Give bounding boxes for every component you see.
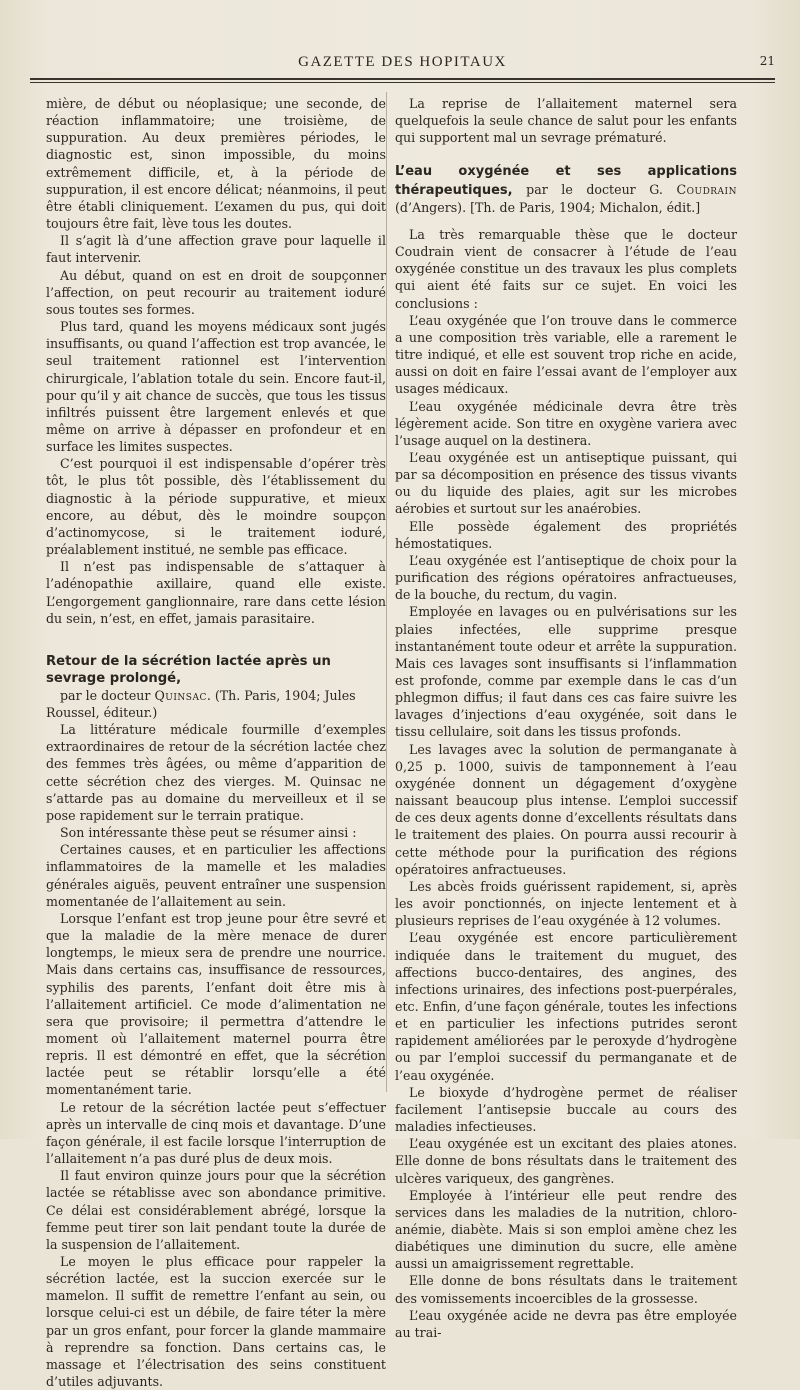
header-rule-thin bbox=[30, 82, 775, 83]
paragraph: Employée en lavages ou en pulvérisations sur les plaies infectées, elle supprime presque instantanément toute odeur et arrête la suppuration. Mais ces lavages sont insuffisants si l’inflammation est profonde, comme par exemple dans le cas d’un phlegmon diffus; il faut dans ces cas faire suivre les lavages d’injections d’eau oxygénée, soit dans le tissu cellulaire, soit dans les tissus profonds. bbox=[395, 604, 737, 740]
paragraph: Il s’agit là d’une affection grave pour laquelle il faut intervenir. bbox=[46, 233, 386, 266]
paragraph: La reprise de l’allaitement maternel sera quelquefois la seule chance de salut pour les enfants qui supportent mal un sevrage prématuré. bbox=[395, 96, 737, 146]
paragraph: Employée à l’intérieur elle peut rendre des services dans les maladies de la nutrition, chloro-anémie, diabète. Mais si son emploi amène chez les diabétiques une diminution du sucre, elle amène aussi un amaigrissement regrettable. bbox=[395, 1187, 737, 1272]
paragraph: La très remarquable thèse que le docteur Coudrain vient de consacrer à l’étude de l’eau oxygénée constitue un des travaux les plus complets qui aient été faits sur ce sujet. En voici les conclusions : bbox=[395, 226, 737, 311]
author-name: Quinsac bbox=[154, 687, 207, 703]
paragraph: mière, de début ou néoplasique; une seconde, de réaction inflammatoire; une troisième, de suppuration. Au deux premières périodes, le diagnostic est, sinon impossible, du moins extrêmement difficile, et, à la période de suppuration, il est encore délicat; néanmoins, il peut être établi cliniquement. L’examen du pus, qui doit toujours être fait, lève tous les doutes. bbox=[46, 96, 386, 232]
section-gap bbox=[395, 216, 737, 226]
section-gap bbox=[46, 627, 386, 643]
page-number: 21 bbox=[759, 54, 775, 68]
paragraph: Elle donne de bons résultats dans le traitement des vomissements incoercibles de la grossesse. bbox=[395, 1273, 737, 1306]
byline-prefix: par le docteur G. bbox=[512, 181, 677, 197]
paragraph: Elle possède également des propriétés hémostatiques. bbox=[395, 518, 737, 551]
paragraph: Lorsque l’enfant est trop jeune pour être sevré et que la maladie de la mère menace de durer longtemps, le mieux sera de prendre une nourrice. Mais dans certains cas, insuffisance de ressources, syphilis des parents, l’enfant doit être mis à l’allaitement artificiel. Ce mode d’alimentation ne sera que provisoire; il permettra d’attendre le moment où l’allaitement maternel pourra être repris. Il est démontré en effet, que la sécrétion lactée peut se rétablir lorsqu’elle a été momentanément tarie. bbox=[46, 910, 386, 1098]
section-gap bbox=[395, 146, 737, 162]
paragraph: Le moyen le plus efficace pour rappeler la sécrétion lactée, est la succion exercée sur le mamelon. Il suffit de remettre l’enfant au sein, ou lorsque celui-ci est un débile, de faire téter la mère par un gros enfant, pour forcer la glande mammaire à reprendre sa fonction. Dans certains cas, le massage et l’électrisation des seins constituent d’utiles adjuvants. bbox=[46, 1254, 386, 1390]
paragraph: L’eau oxygénée est un antiseptique puissant, qui par sa décomposition en présence des tissus vivants ou du liquide des plaies, agit sur les microbes aérobies et surtout sur les anaérobies. bbox=[395, 449, 737, 517]
paragraph: L’eau oxygénée que l’on trouve dans le commerce a une composition très variable, elle a rarement le titre indiqué, et elle est souvent trop riche en acide, aussi on doit en faire l’essai avant de l’employer aux usages médicaux. bbox=[395, 312, 737, 397]
author-name: Coudrain bbox=[676, 181, 737, 197]
paragraph: Les lavages avec la solution de permanganate à 0,25 p. 1000, suivis de tamponnement à l’eau oxygénée donnent un dégagement d’oxygène naissant beaucoup plus intense. L’emploi successif de ces deux agents donne d’excellents résultats dans le traitement des plaies. On pourra aussi recourir à cette méthode pour la purification des régions opératoires anfractueuses. bbox=[395, 741, 737, 877]
article-title-quinsac: Retour de la sécrétion lactée après un sevrage prolongé, bbox=[46, 653, 331, 686]
paragraph: L’eau oxygénée est encore particulièrement indiquée dans le traitement du muguet, des affections bucco-dentaires, des angines, des infections urinaires, des infections post-puerpérales, etc. Enfin, d’une façon générale, toutes les infections et en particulier les infections putrides seront rapidement améliorées par le peroxyde d’hydrogène ou par l’emploi successif du permanganate et de l’eau oxygénée. bbox=[395, 930, 737, 1083]
paragraph: L’eau oxygénée médicinale devra être très légèrement acide. Son titre en oxygène variera avec l’usage auquel on la destinera. bbox=[395, 398, 737, 448]
paragraph: Certaines causes, et en particulier les affections inflammatoires de la mamelle et les maladies générales aiguës, peuvent entraîner une suspension momentanée de l’allaitement au sein. bbox=[46, 842, 386, 909]
paragraph: Le retour de la sécrétion lactée peut s’effectuer après un intervalle de cinq mois et davantage. D’une façon générale, il est facile lorsque l’interruption de l’allaitement n’a pas duré plus de deux mois. bbox=[46, 1099, 386, 1167]
paragraph: L’eau oxygénée acide ne devra pas être employée au trai- bbox=[395, 1307, 737, 1340]
article-title-coudrain: L’eau oxygénée et ses applications thérapeutiques, bbox=[395, 164, 737, 198]
header-rule-thick bbox=[30, 78, 775, 80]
byline-prefix: par le docteur bbox=[60, 687, 155, 703]
publication-title: GAZETTE DES HOPITAUX bbox=[298, 54, 507, 70]
column-divider bbox=[386, 92, 387, 1092]
paragraph: Il faut environ quinze jours pour que la sécrétion lactée se rétablisse avec son abondance primitive. Ce délai est considérablement abrégé, lorsque la femme peut tirer son lait pendant toute la durée de la suspension de l’allaitement. bbox=[46, 1168, 386, 1252]
byline-suffix: . (Th. Paris, 1904; Jules Roussel, éditeur.) bbox=[46, 687, 356, 720]
paragraph: L’eau oxygénée est un excitant des plaies atones. Elle donne de bons résultats dans le traitement des ulcères variqueux, des gangrènes. bbox=[395, 1136, 737, 1186]
paragraph: La littérature médicale fourmille d’exemples extraordinaires de retour de la sécrétion lactée chez des femmes très âgées, ou même d’apparition de cette sécrétion chez des vierges. M. Quinsac ne s’attarde pas au domaine du merveilleux et il se pose rapidement sur le terrain pratique. bbox=[46, 722, 386, 823]
paragraph: Les abcès froids guérissent rapidement, si, après les avoir ponctionnés, on injecte lentement et à plusieurs reprises de l’eau oxygénée à 12 volumes. bbox=[395, 878, 737, 929]
paragraph: Au début, quand on est en droit de soupçonner l’affection, on peut recourir au traitement ioduré sous toutes ses formes. bbox=[46, 267, 386, 317]
byline-suffix: (d’Angers). [Th. de Paris, 1904; Michalon, édit.] bbox=[395, 199, 701, 215]
left-column bbox=[46, 95, 386, 1390]
article-heading-coudrain bbox=[395, 162, 737, 215]
paragraph: C’est pourquoi il est indispensable d’opérer très tôt, le plus tôt possible, dès l’établissement du diagnostic à la période suppurative, et mieux encore, au début, dès le moindre soupçon d’actinomycose, si le traitement ioduré, préalablement institué, ne semble pas efficace. bbox=[46, 456, 386, 558]
page-header bbox=[30, 54, 775, 74]
right-column bbox=[395, 95, 737, 1341]
paragraph: Plus tard, quand les moyens médicaux sont jugés insuffisants, ou quand l’affection est trop avancée, le seul traitement rationnel est l’intervention chirurgicale, l’ablation totale du sein. Encore faut-il, pour qu’il y ait chance de succès, que tous les tissus infiltrés puissent être largement enlevés et que même on arrive à dépasser en profondeur et en surface les limites suspectes. bbox=[46, 319, 386, 455]
article-byline-quinsac bbox=[46, 687, 386, 721]
paragraph: Son intéressante thèse peut se résumer ainsi : bbox=[60, 825, 357, 841]
paragraph: Il n’est pas indispensable de s’attaquer à l’adénopathie axillaire, quand elle existe. L’engorgement ganglionnaire, rare dans cette lésion du sein, n’est, en effet, jamais parasitaire. bbox=[46, 559, 386, 626]
paragraph: L’eau oxygénée est l’antiseptique de choix pour la purification des régions opératoires anfractueuses, de la bouche, du rectum, du vagin. bbox=[395, 552, 737, 603]
paragraph: Le bioxyde d’hydrogène permet de réaliser facilement l’antisepsie buccale au cours des maladies infectieuses. bbox=[395, 1084, 737, 1135]
